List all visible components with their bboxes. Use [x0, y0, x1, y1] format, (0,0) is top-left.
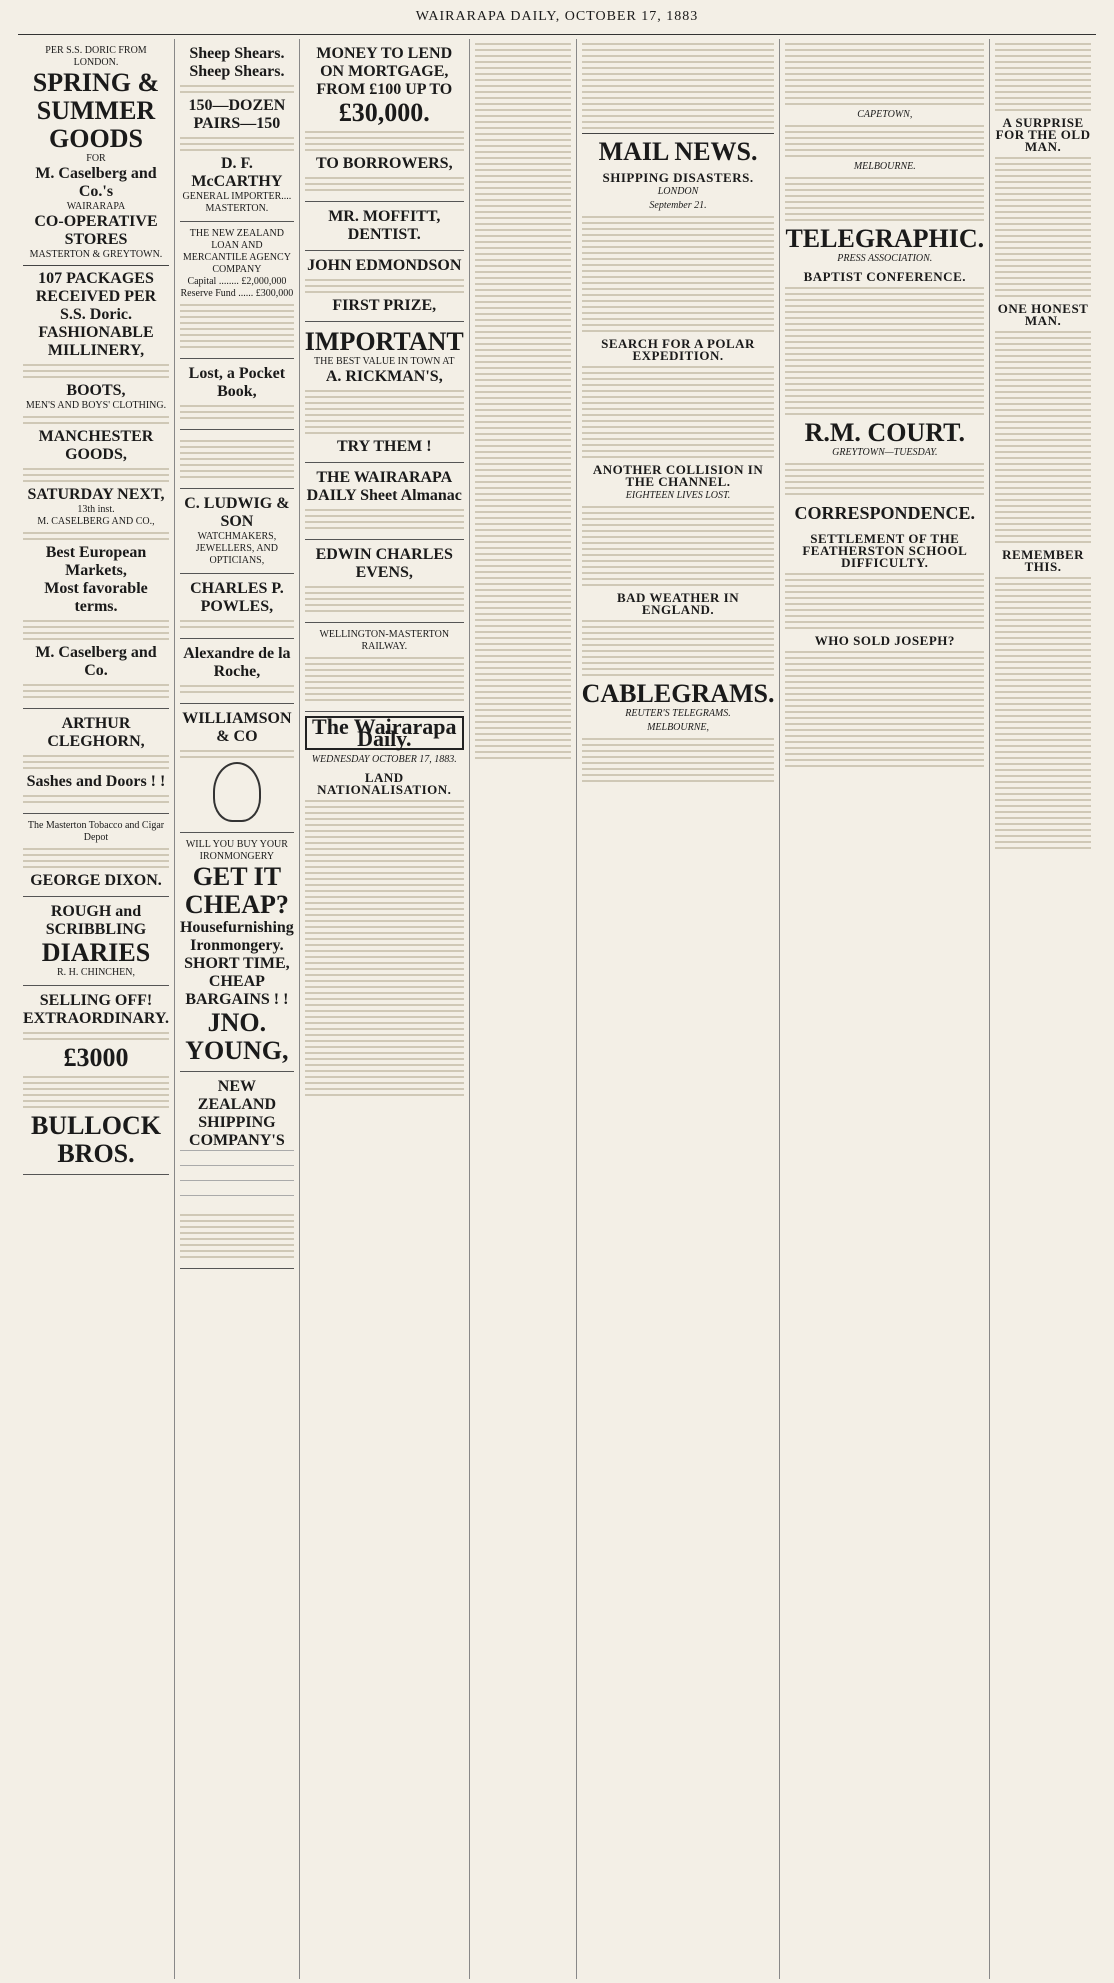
subheading-press: PRESS ASSOCIATION.	[837, 253, 933, 264]
ad-tobacco: The Masterton Tobacco and Cigar Depot	[27, 820, 165, 843]
ad-powles: CHARLES P. POWLES,	[190, 580, 284, 615]
ad-bestvalue: THE BEST VALUE IN TOWN AT	[314, 356, 455, 367]
dateline-melbourne-2: MELBOURNE.	[853, 161, 916, 172]
ad-date: 13th inst.	[77, 504, 115, 515]
ad-manchester: MANCHESTER GOODS,	[38, 428, 154, 463]
column-4	[470, 39, 577, 1979]
caselberg-spring-ad	[23, 39, 169, 709]
column-3	[300, 39, 470, 1979]
section-cablegrams: CABLEGRAMS.	[581, 679, 775, 708]
ad-coop: CO-OPERATIVE STORES	[34, 213, 158, 248]
ad-firm: M. Caselberg and Co.'s	[35, 165, 157, 200]
roche-ad	[180, 639, 294, 704]
ad-rough: ROUGH and SCRIBBLING	[45, 903, 147, 938]
ad-young: JNO. YOUNG,	[185, 1008, 289, 1065]
ad-fav: Most favorable terms.	[44, 580, 148, 615]
ad-watch: WATCHMAKERS, JEWELLERS, AND OPTICIANS,	[195, 531, 278, 566]
rickman-ad	[305, 322, 464, 463]
building-society-ad	[180, 430, 294, 489]
cleghorn-ad	[23, 709, 169, 814]
heading-shipping-disasters: SHIPPING DISASTERS.	[602, 170, 754, 185]
article-text	[475, 43, 571, 759]
ad-nzship: NEW ZEALAND SHIPPING COMPANY'S	[189, 1078, 285, 1149]
ad-edmondson: JOHN EDMONDSON	[307, 257, 462, 274]
nz-shipping-ad	[180, 1072, 294, 1269]
paper-title: The Wairarapa Daily.	[305, 716, 464, 750]
ad-prize: FIRST PRIZE,	[332, 297, 437, 314]
lost-ad	[180, 359, 294, 430]
moffitt-ad	[305, 202, 464, 251]
ad-borrowers: TO BORROWERS,	[315, 155, 453, 172]
ad-millinery: FASHIONABLE MILLINERY,	[38, 324, 154, 359]
ad-from: FROM £100 UP TO	[316, 81, 453, 98]
ad-chinchen: R. H. CHINCHEN,	[56, 967, 136, 978]
tobacco-ad	[23, 814, 169, 897]
ad-for: FOR	[86, 153, 106, 164]
ad-firm2: M. CASELBERG AND CO.,	[37, 516, 155, 527]
selling-off-ad	[23, 986, 169, 1175]
dateline-capetown: CAPETOWN,	[857, 109, 913, 120]
ad-dixon: GEORGE DIXON.	[30, 872, 162, 889]
heading-honest-man: ONE HONEST MAN.	[997, 301, 1089, 328]
shipping-table	[180, 1150, 294, 1210]
column-2	[175, 39, 300, 1979]
heading-polar: SEARCH FOR A POLAR EXPEDITION.	[601, 336, 755, 363]
ironmongery-ad	[180, 833, 294, 1072]
column-5	[577, 39, 781, 1979]
ad-ship-line: PER S.S. DORIC FROM LONDON.	[45, 45, 147, 68]
ad-sheep: Sheep Shears. Sheep Shears.	[189, 45, 285, 80]
ad-firm3: M. Caselberg and Co.	[35, 644, 157, 679]
ad-bullock: BULLOCK BROS.	[30, 1111, 161, 1168]
dateline-london: LONDON	[657, 186, 699, 197]
ad-nz-loan: THE NEW ZEALAND LOAN AND MERCANTILE AGENCY COMPANY	[182, 228, 291, 275]
ludwig-ad	[180, 489, 294, 574]
ad-money: MONEY TO LEND ON MORTGAGE,	[316, 45, 453, 80]
heading-remember: REMEMBER THIS.	[1002, 547, 1085, 574]
heading-joseph: WHO SOLD JOSEPH?	[814, 633, 955, 648]
almanac-ad	[305, 463, 464, 540]
section-telegraphic: TELEGRAPHIC.	[785, 224, 985, 253]
ad-amount: £3000	[63, 1043, 129, 1072]
ad-short: SHORT TIME,	[184, 955, 290, 972]
subheading-lives-lost: EIGHTEEN LIVES LOST.	[625, 490, 731, 501]
ad-amount-30000: £30,000.	[338, 98, 430, 127]
ad-heading-spring: SPRING &	[32, 68, 160, 97]
evens-ad	[305, 540, 464, 623]
ad-saturday: SATURDAY NEXT,	[27, 486, 165, 503]
heading-settlement: SETTLEMENT OF THE FEATHERSTON SCHOOL DIFFICULTY.	[802, 531, 968, 570]
ad-boots: BOOTS,	[66, 382, 126, 399]
ad-heading-summer: SUMMER	[36, 96, 156, 125]
ad-furnishing: Housefurnishing Ironmongery.	[179, 919, 294, 954]
ad-mens: MEN'S AND BOYS' CLOTHING.	[25, 400, 167, 411]
ad-cheap: CHEAP BARGAINS ! !	[185, 973, 289, 1008]
sheep-shears-ad	[180, 39, 294, 222]
ad-almanac: THE WAIRARAPA DAILY Sheet Almanac	[306, 469, 462, 504]
williamson-ad	[180, 704, 294, 833]
ad-selling: SELLING OFF!	[39, 992, 153, 1009]
article-land-nationalisation: LAND NATIONALISATION.	[317, 770, 452, 797]
heading-baptist: BAPTIST CONFERENCE.	[803, 269, 966, 284]
ad-important: IMPORTANT	[304, 327, 464, 356]
ad-diaries: DIARIES	[41, 938, 151, 967]
ad-cleghorn: ARTHUR CLEGHORN,	[47, 715, 145, 750]
powles-ad	[180, 574, 294, 639]
dateline-september: September 21.	[649, 200, 707, 211]
ad-best: Best European Markets,	[45, 544, 147, 579]
section-mail-news: MAIL NEWS.	[598, 137, 758, 166]
crest-icon	[213, 762, 261, 822]
dateline-melbourne: MELBOURNE,	[647, 722, 710, 733]
ad-lost: Lost, a Pocket Book,	[188, 365, 286, 400]
heading-collision: ANOTHER COLLISION IN THE CHANNEL.	[592, 462, 764, 489]
ad-sashes: Sashes and Doors ! !	[26, 773, 166, 790]
section-rm-court: R.M. COURT.	[804, 418, 965, 447]
ad-ludwig: C. LUDWIG & SON	[184, 495, 290, 530]
money-ad	[305, 39, 464, 202]
ad-getit: GET IT CHEAP?	[184, 862, 289, 919]
ad-heading-goods: GOODS	[49, 124, 143, 153]
section-correspondence: CORRESPONDENCE.	[794, 503, 976, 523]
column-1	[18, 39, 175, 1979]
ad-extra: EXTRAORDINARY.	[23, 1010, 169, 1027]
ad-places: MASTERTON & GREYTOWN.	[29, 249, 163, 260]
ad-wairarapa: WAIRARAPA	[66, 201, 126, 212]
nz-loan-ad	[180, 222, 294, 359]
ad-moffitt: MR. MOFFITT, DENTIST.	[328, 208, 441, 243]
masthead-title: WAIRARAPA DAILY, OCTOBER 17, 1883	[415, 9, 699, 24]
heading-surprise: A SURPRISE FOR THE OLD MAN.	[995, 115, 1091, 154]
ad-dozen: 150—DOZEN PAIRS—150	[188, 97, 286, 132]
dateline-greytown: GREYTOWN—TUESDAY.	[832, 447, 938, 458]
ad-williamson: WILLIAMSON & CO	[182, 710, 292, 745]
column-7	[990, 39, 1096, 1979]
ad-packages: 107 PACKAGES RECEIVED PER S.S. Doric.	[35, 270, 157, 323]
railway-ad	[305, 623, 464, 712]
ad-ironmongery: WILL YOU BUY YOUR IRONMONGERY	[185, 839, 288, 862]
masthead	[18, 0, 1096, 35]
ad-railway: WELLINGTON-MASTERTON RAILWAY.	[319, 629, 450, 652]
edmondson-ad	[305, 251, 464, 322]
columns	[18, 39, 1096, 1979]
ad-mccarthy: D. F. McCARTHY	[191, 155, 283, 190]
ad-mccarthy-sub: GENERAL IMPORTER.... MASTERTON.	[182, 191, 292, 214]
ad-evens: EDWIN CHARLES EVENS,	[315, 546, 453, 581]
ad-rickman: A. RICKMAN'S,	[325, 368, 443, 385]
diaries-ad	[23, 897, 169, 986]
issue-date: WEDNESDAY OCTOBER 17, 1883.	[311, 754, 457, 765]
ad-trythem: TRY THEM !	[336, 438, 432, 455]
heading-bad-weather: BAD WEATHER IN ENGLAND.	[616, 590, 740, 617]
ad-reserve: Reserve Fund ...... £300,000	[180, 288, 294, 299]
column-6	[780, 39, 990, 1979]
ad-capital: Capital ........ £2,000,000	[187, 276, 287, 287]
subheading-reuter: REUTER'S TELEGRAMS.	[625, 708, 731, 719]
ad-roche: Alexandre de la Roche,	[183, 645, 291, 680]
